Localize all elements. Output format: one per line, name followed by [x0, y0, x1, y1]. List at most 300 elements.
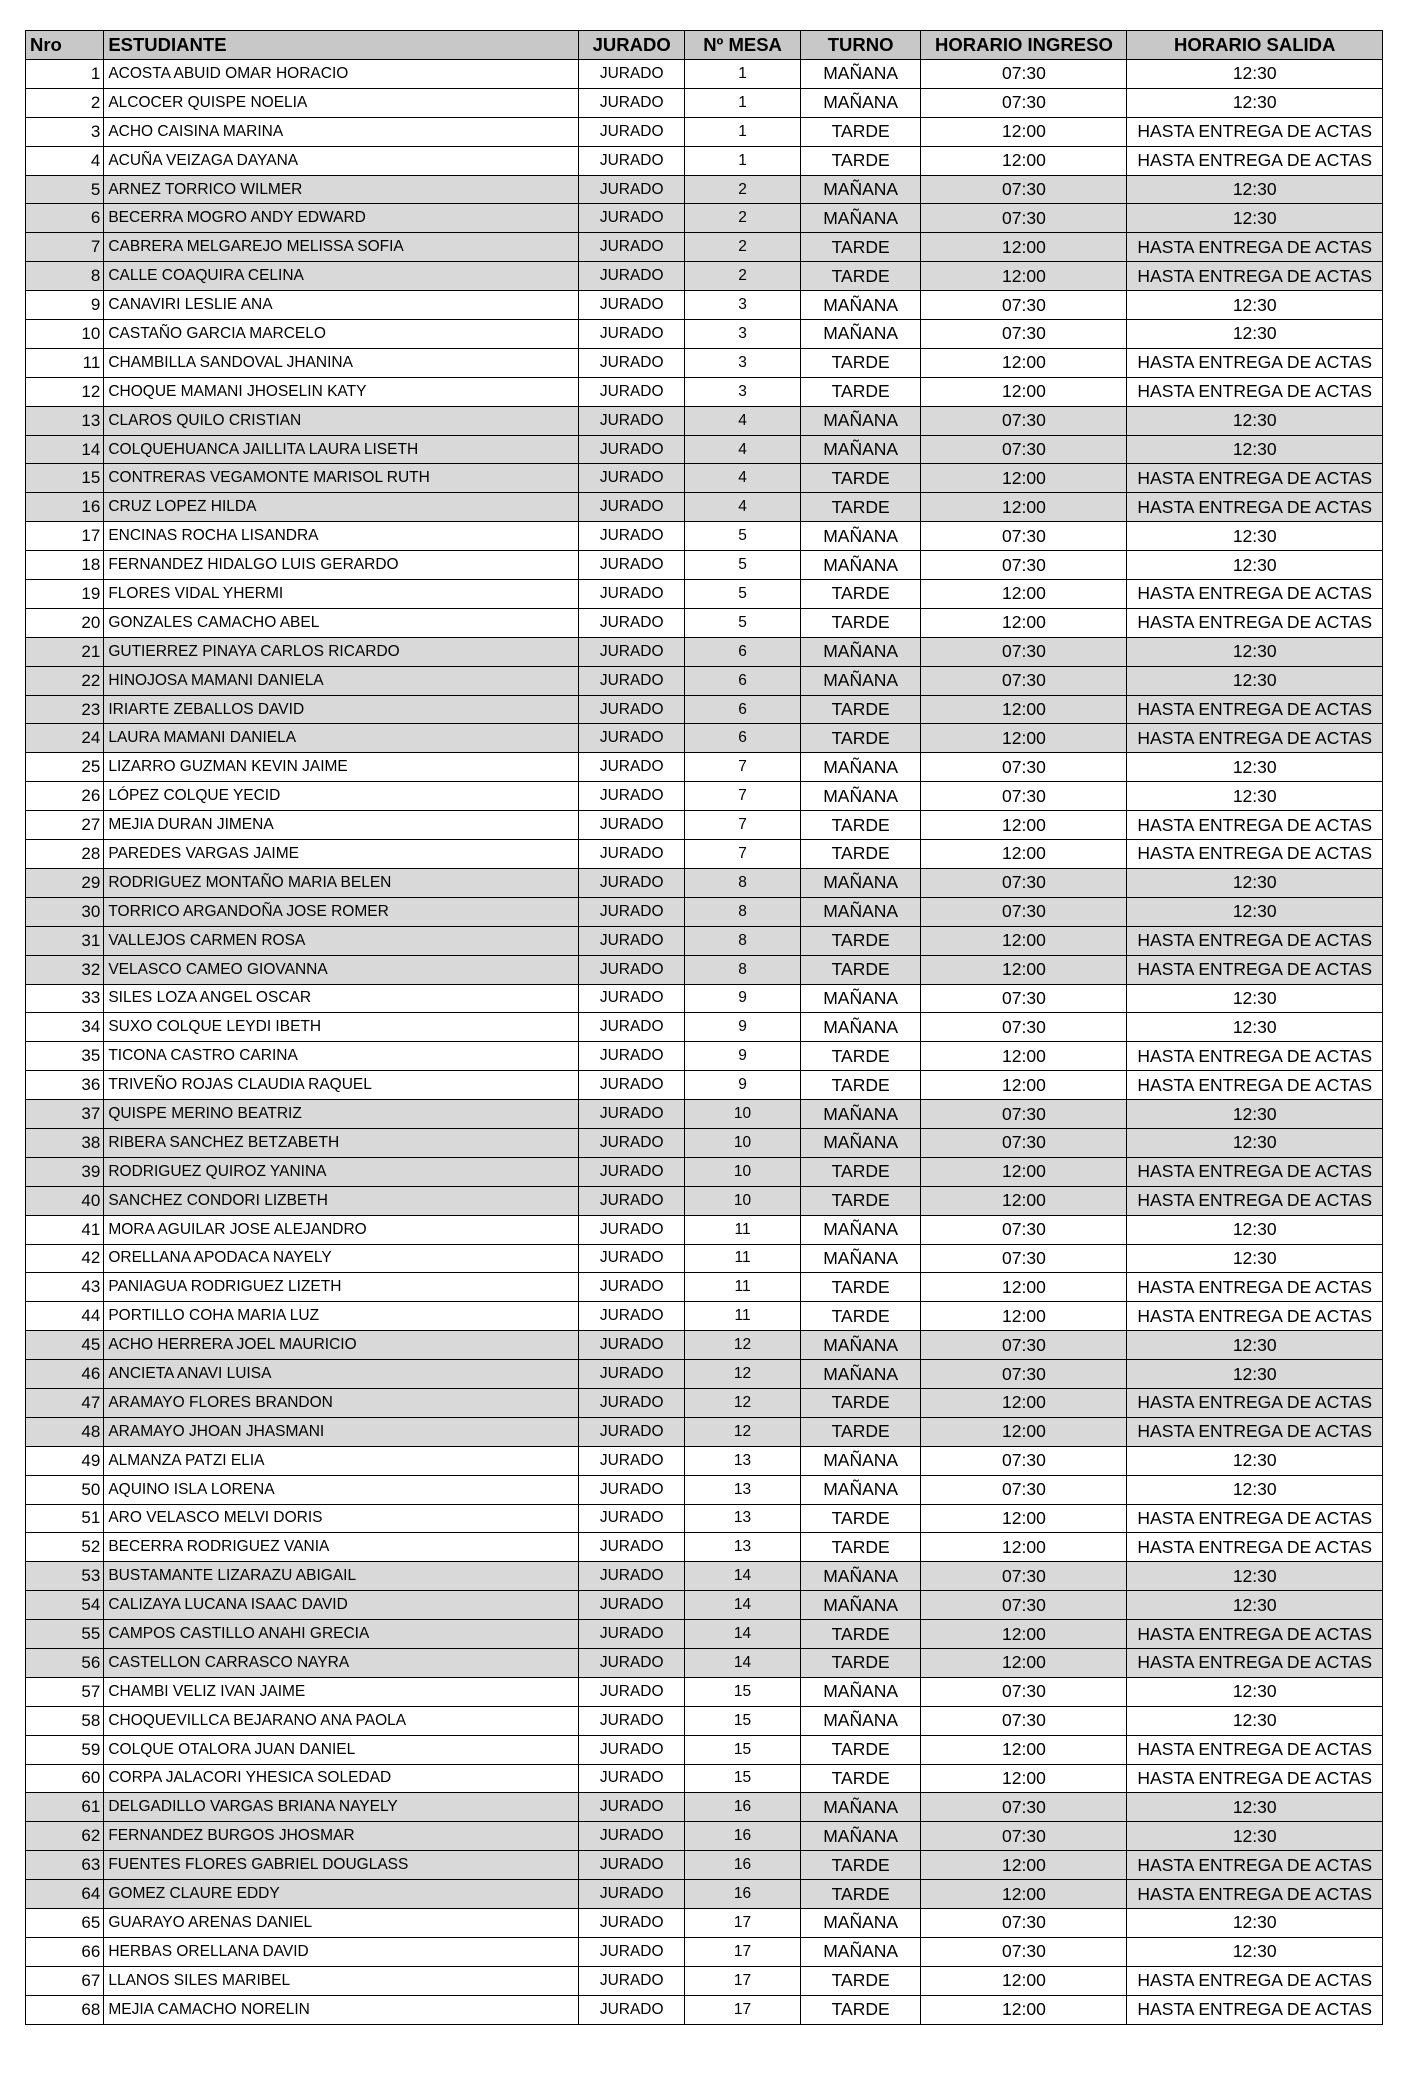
table-row	[26, 1677, 1383, 1706]
cell-salida: 12:30	[1127, 1822, 1383, 1851]
cell-turno: MAÑANA	[800, 1244, 921, 1273]
cell-estudiante: CALIZAYA LUCANA ISAAC DAVID	[104, 1591, 579, 1620]
cell-mesa: 3	[685, 348, 801, 377]
cell-jurado: JURADO	[579, 175, 685, 204]
cell-ingreso: 07:30	[921, 204, 1127, 233]
cell-nro: 23	[26, 695, 104, 724]
cell-mesa: 14	[685, 1648, 801, 1677]
cell-salida: HASTA ENTREGA DE ACTAS	[1127, 1273, 1383, 1302]
cell-salida: HASTA ENTREGA DE ACTAS	[1127, 117, 1383, 146]
cell-nro: 59	[26, 1735, 104, 1764]
table-row	[26, 1071, 1383, 1100]
cell-jurado: JURADO	[579, 1042, 685, 1071]
cell-jurado: JURADO	[579, 811, 685, 840]
cell-estudiante: GUTIERREZ PINAYA CARLOS RICARDO	[104, 637, 579, 666]
cell-salida: 12:30	[1127, 320, 1383, 349]
cell-turno: TARDE	[800, 926, 921, 955]
cell-nro: 14	[26, 435, 104, 464]
cell-ingreso: 12:00	[921, 1042, 1127, 1071]
cell-salida: HASTA ENTREGA DE ACTAS	[1127, 493, 1383, 522]
cell-estudiante: TRIVEÑO ROJAS CLAUDIA RAQUEL	[104, 1071, 579, 1100]
cell-turno: MAÑANA	[800, 1215, 921, 1244]
table-row	[26, 522, 1383, 551]
cell-mesa: 10	[685, 1128, 801, 1157]
table-row	[26, 1735, 1383, 1764]
cell-ingreso: 12:00	[921, 1880, 1127, 1909]
cell-nro: 43	[26, 1273, 104, 1302]
cell-salida: 12:30	[1127, 1215, 1383, 1244]
cell-estudiante: CABRERA MELGAREJO MELISSA SOFIA	[104, 233, 579, 262]
cell-jurado: JURADO	[579, 291, 685, 320]
cell-ingreso: 12:00	[921, 1417, 1127, 1446]
cell-jurado: JURADO	[579, 1186, 685, 1215]
cell-jurado: JURADO	[579, 146, 685, 175]
cell-nro: 30	[26, 897, 104, 926]
cell-turno: TARDE	[800, 840, 921, 869]
cell-ingreso: 12:00	[921, 377, 1127, 406]
cell-jurado: JURADO	[579, 551, 685, 580]
cell-estudiante: BECERRA MOGRO ANDY EDWARD	[104, 204, 579, 233]
cell-jurado: JURADO	[579, 406, 685, 435]
cell-jurado: JURADO	[579, 493, 685, 522]
cell-turno: MAÑANA	[800, 522, 921, 551]
cell-estudiante: VALLEJOS CARMEN ROSA	[104, 926, 579, 955]
cell-jurado: JURADO	[579, 580, 685, 609]
table-row	[26, 580, 1383, 609]
cell-turno: TARDE	[800, 1388, 921, 1417]
cell-turno: MAÑANA	[800, 1591, 921, 1620]
cell-nro: 60	[26, 1764, 104, 1793]
cell-estudiante: ACHO HERRERA JOEL MAURICIO	[104, 1331, 579, 1360]
cell-estudiante: RODRIGUEZ MONTAÑO MARIA BELEN	[104, 868, 579, 897]
table-row	[26, 348, 1383, 377]
cell-nro: 17	[26, 522, 104, 551]
cell-mesa: 17	[685, 1966, 801, 1995]
cell-jurado: JURADO	[579, 435, 685, 464]
cell-ingreso: 07:30	[921, 1215, 1127, 1244]
cell-nro: 13	[26, 406, 104, 435]
cell-jurado: JURADO	[579, 1100, 685, 1129]
cell-jurado: JURADO	[579, 1475, 685, 1504]
cell-ingreso: 12:00	[921, 695, 1127, 724]
cell-estudiante: CHOQUE MAMANI JHOSELIN KATY	[104, 377, 579, 406]
table-row	[26, 608, 1383, 637]
cell-estudiante: COLQUE OTALORA JUAN DANIEL	[104, 1735, 579, 1764]
cell-turno: MAÑANA	[800, 868, 921, 897]
cell-mesa: 7	[685, 782, 801, 811]
cell-turno: TARDE	[800, 1273, 921, 1302]
table-row	[26, 695, 1383, 724]
cell-mesa: 14	[685, 1562, 801, 1591]
table-row	[26, 1417, 1383, 1446]
cell-salida: HASTA ENTREGA DE ACTAS	[1127, 955, 1383, 984]
cell-mesa: 11	[685, 1273, 801, 1302]
cell-salida: HASTA ENTREGA DE ACTAS	[1127, 377, 1383, 406]
table-row	[26, 1273, 1383, 1302]
cell-nro: 27	[26, 811, 104, 840]
cell-jurado: JURADO	[579, 88, 685, 117]
cell-nro: 26	[26, 782, 104, 811]
header-row	[26, 31, 1383, 60]
cell-ingreso: 12:00	[921, 1273, 1127, 1302]
cell-turno: TARDE	[800, 695, 921, 724]
cell-salida: 12:30	[1127, 753, 1383, 782]
table-row	[26, 233, 1383, 262]
cell-turno: TARDE	[800, 608, 921, 637]
cell-ingreso: 12:00	[921, 1157, 1127, 1186]
table-row	[26, 204, 1383, 233]
cell-salida: HASTA ENTREGA DE ACTAS	[1127, 1157, 1383, 1186]
cell-estudiante: AQUINO ISLA LORENA	[104, 1475, 579, 1504]
table-row	[26, 1331, 1383, 1360]
cell-mesa: 12	[685, 1388, 801, 1417]
cell-ingreso: 07:30	[921, 666, 1127, 695]
cell-mesa: 12	[685, 1331, 801, 1360]
cell-jurado: JURADO	[579, 1822, 685, 1851]
jurados-table	[25, 30, 1383, 2025]
cell-ingreso: 12:00	[921, 608, 1127, 637]
cell-turno: TARDE	[800, 1504, 921, 1533]
cell-salida: HASTA ENTREGA DE ACTAS	[1127, 1071, 1383, 1100]
cell-turno: MAÑANA	[800, 204, 921, 233]
cell-ingreso: 07:30	[921, 1360, 1127, 1389]
cell-mesa: 16	[685, 1880, 801, 1909]
cell-turno: MAÑANA	[800, 1446, 921, 1475]
cell-turno: MAÑANA	[800, 1013, 921, 1042]
cell-jurado: JURADO	[579, 1360, 685, 1389]
cell-ingreso: 07:30	[921, 1822, 1127, 1851]
cell-ingreso: 12:00	[921, 1071, 1127, 1100]
cell-nro: 18	[26, 551, 104, 580]
cell-turno: MAÑANA	[800, 435, 921, 464]
cell-jurado: JURADO	[579, 320, 685, 349]
cell-nro: 39	[26, 1157, 104, 1186]
cell-nro: 1	[26, 60, 104, 89]
table-row	[26, 435, 1383, 464]
cell-salida: HASTA ENTREGA DE ACTAS	[1127, 608, 1383, 637]
cell-nro: 54	[26, 1591, 104, 1620]
cell-nro: 66	[26, 1937, 104, 1966]
cell-nro: 61	[26, 1793, 104, 1822]
cell-jurado: JURADO	[579, 926, 685, 955]
cell-salida: HASTA ENTREGA DE ACTAS	[1127, 926, 1383, 955]
cell-nro: 48	[26, 1417, 104, 1446]
cell-turno: TARDE	[800, 262, 921, 291]
cell-nro: 6	[26, 204, 104, 233]
cell-mesa: 16	[685, 1793, 801, 1822]
cell-turno: TARDE	[800, 724, 921, 753]
cell-turno: MAÑANA	[800, 897, 921, 926]
cell-nro: 55	[26, 1620, 104, 1649]
table-row	[26, 868, 1383, 897]
cell-mesa: 9	[685, 1042, 801, 1071]
cell-estudiante: FERNANDEZ BURGOS JHOSMAR	[104, 1822, 579, 1851]
cell-salida: HASTA ENTREGA DE ACTAS	[1127, 1880, 1383, 1909]
cell-estudiante: SUXO COLQUE LEYDI IBETH	[104, 1013, 579, 1042]
cell-mesa: 14	[685, 1591, 801, 1620]
cell-mesa: 11	[685, 1244, 801, 1273]
cell-jurado: JURADO	[579, 984, 685, 1013]
cell-ingreso: 12:00	[921, 493, 1127, 522]
cell-nro: 10	[26, 320, 104, 349]
cell-jurado: JURADO	[579, 1504, 685, 1533]
cell-turno: TARDE	[800, 1417, 921, 1446]
cell-ingreso: 12:00	[921, 1186, 1127, 1215]
cell-nro: 8	[26, 262, 104, 291]
cell-mesa: 6	[685, 695, 801, 724]
cell-ingreso: 07:30	[921, 291, 1127, 320]
cell-jurado: JURADO	[579, 1128, 685, 1157]
cell-nro: 34	[26, 1013, 104, 1042]
cell-salida: 12:30	[1127, 204, 1383, 233]
cell-jurado: JURADO	[579, 1013, 685, 1042]
cell-nro: 21	[26, 637, 104, 666]
cell-mesa: 14	[685, 1620, 801, 1649]
cell-mesa: 1	[685, 60, 801, 89]
cell-mesa: 7	[685, 811, 801, 840]
cell-jurado: JURADO	[579, 1764, 685, 1793]
table-row	[26, 984, 1383, 1013]
cell-nro: 25	[26, 753, 104, 782]
table-row	[26, 1244, 1383, 1273]
cell-salida: HASTA ENTREGA DE ACTAS	[1127, 464, 1383, 493]
cell-mesa: 15	[685, 1735, 801, 1764]
cell-salida: HASTA ENTREGA DE ACTAS	[1127, 1995, 1383, 2024]
header-mesa: Nº MESA	[685, 31, 801, 60]
cell-mesa: 13	[685, 1475, 801, 1504]
cell-salida: HASTA ENTREGA DE ACTAS	[1127, 840, 1383, 869]
cell-jurado: JURADO	[579, 1273, 685, 1302]
table-row	[26, 1100, 1383, 1129]
cell-salida: 12:30	[1127, 1591, 1383, 1620]
cell-turno: TARDE	[800, 1620, 921, 1649]
cell-jurado: JURADO	[579, 1995, 685, 2024]
cell-mesa: 10	[685, 1157, 801, 1186]
cell-ingreso: 12:00	[921, 348, 1127, 377]
cell-salida: 12:30	[1127, 88, 1383, 117]
cell-estudiante: CHAMBI VELIZ IVAN JAIME	[104, 1677, 579, 1706]
cell-estudiante: CONTRERAS VEGAMONTE MARISOL RUTH	[104, 464, 579, 493]
cell-turno: TARDE	[800, 1995, 921, 2024]
cell-jurado: JURADO	[579, 464, 685, 493]
cell-turno: MAÑANA	[800, 1562, 921, 1591]
cell-mesa: 4	[685, 464, 801, 493]
table-row	[26, 1822, 1383, 1851]
table-row	[26, 493, 1383, 522]
cell-salida: 12:30	[1127, 637, 1383, 666]
table-row	[26, 1446, 1383, 1475]
cell-mesa: 4	[685, 406, 801, 435]
cell-mesa: 1	[685, 88, 801, 117]
cell-mesa: 8	[685, 926, 801, 955]
cell-jurado: JURADO	[579, 695, 685, 724]
cell-nro: 5	[26, 175, 104, 204]
cell-estudiante: LIZARRO GUZMAN KEVIN JAIME	[104, 753, 579, 782]
cell-salida: 12:30	[1127, 1706, 1383, 1735]
cell-turno: MAÑANA	[800, 1937, 921, 1966]
cell-mesa: 1	[685, 117, 801, 146]
cell-ingreso: 07:30	[921, 88, 1127, 117]
cell-jurado: JURADO	[579, 377, 685, 406]
cell-salida: 12:30	[1127, 1475, 1383, 1504]
table-row	[26, 1764, 1383, 1793]
cell-estudiante: FUENTES FLORES GABRIEL DOUGLASS	[104, 1851, 579, 1880]
cell-ingreso: 12:00	[921, 811, 1127, 840]
cell-salida: HASTA ENTREGA DE ACTAS	[1127, 1735, 1383, 1764]
cell-estudiante: ORELLANA APODACA NAYELY	[104, 1244, 579, 1273]
cell-jurado: JURADO	[579, 840, 685, 869]
cell-estudiante: FLORES VIDAL YHERMI	[104, 580, 579, 609]
cell-jurado: JURADO	[579, 1735, 685, 1764]
cell-estudiante: PANIAGUA RODRIGUEZ LIZETH	[104, 1273, 579, 1302]
cell-nro: 11	[26, 348, 104, 377]
cell-ingreso: 07:30	[921, 522, 1127, 551]
cell-turno: TARDE	[800, 1764, 921, 1793]
cell-estudiante: VELASCO CAMEO GIOVANNA	[104, 955, 579, 984]
table-row	[26, 1880, 1383, 1909]
cell-jurado: JURADO	[579, 117, 685, 146]
cell-jurado: JURADO	[579, 60, 685, 89]
table-row	[26, 811, 1383, 840]
cell-nro: 29	[26, 868, 104, 897]
cell-salida: 12:30	[1127, 522, 1383, 551]
cell-salida: 12:30	[1127, 984, 1383, 1013]
cell-salida: 12:30	[1127, 1360, 1383, 1389]
cell-estudiante: RODRIGUEZ QUIROZ YANINA	[104, 1157, 579, 1186]
cell-jurado: JURADO	[579, 1417, 685, 1446]
cell-jurado: JURADO	[579, 1388, 685, 1417]
table-row	[26, 551, 1383, 580]
cell-estudiante: ALCOCER QUISPE NOELIA	[104, 88, 579, 117]
cell-nro: 35	[26, 1042, 104, 1071]
table-row	[26, 782, 1383, 811]
cell-mesa: 2	[685, 233, 801, 262]
cell-turno: MAÑANA	[800, 1793, 921, 1822]
cell-jurado: JURADO	[579, 1331, 685, 1360]
table-row	[26, 60, 1383, 89]
cell-turno: MAÑANA	[800, 782, 921, 811]
cell-jurado: JURADO	[579, 1302, 685, 1331]
cell-ingreso: 12:00	[921, 146, 1127, 175]
cell-mesa: 9	[685, 1013, 801, 1042]
cell-ingreso: 07:30	[921, 406, 1127, 435]
cell-estudiante: RIBERA SANCHEZ BETZABETH	[104, 1128, 579, 1157]
cell-turno: MAÑANA	[800, 1360, 921, 1389]
cell-estudiante: CORPA JALACORI YHESICA SOLEDAD	[104, 1764, 579, 1793]
cell-jurado: JURADO	[579, 666, 685, 695]
cell-salida: 12:30	[1127, 291, 1383, 320]
table-row	[26, 406, 1383, 435]
cell-mesa: 3	[685, 320, 801, 349]
cell-turno: MAÑANA	[800, 291, 921, 320]
cell-nro: 42	[26, 1244, 104, 1273]
cell-turno: TARDE	[800, 1735, 921, 1764]
cell-jurado: JURADO	[579, 204, 685, 233]
cell-salida: HASTA ENTREGA DE ACTAS	[1127, 233, 1383, 262]
cell-salida: HASTA ENTREGA DE ACTAS	[1127, 1648, 1383, 1677]
cell-nro: 32	[26, 955, 104, 984]
cell-mesa: 2	[685, 175, 801, 204]
table-row	[26, 1186, 1383, 1215]
table-row	[26, 1648, 1383, 1677]
table-row	[26, 1042, 1383, 1071]
cell-mesa: 6	[685, 637, 801, 666]
cell-mesa: 6	[685, 666, 801, 695]
cell-jurado: JURADO	[579, 724, 685, 753]
cell-mesa: 9	[685, 1071, 801, 1100]
cell-mesa: 11	[685, 1302, 801, 1331]
cell-ingreso: 07:30	[921, 1706, 1127, 1735]
cell-turno: TARDE	[800, 1966, 921, 1995]
cell-nro: 44	[26, 1302, 104, 1331]
cell-nro: 40	[26, 1186, 104, 1215]
cell-salida: HASTA ENTREGA DE ACTAS	[1127, 811, 1383, 840]
cell-estudiante: ARAMAYO FLORES BRANDON	[104, 1388, 579, 1417]
cell-turno: TARDE	[800, 464, 921, 493]
table-row	[26, 1302, 1383, 1331]
table-row	[26, 1215, 1383, 1244]
cell-mesa: 8	[685, 897, 801, 926]
cell-ingreso: 12:00	[921, 840, 1127, 869]
cell-jurado: JURADO	[579, 1677, 685, 1706]
table-row	[26, 666, 1383, 695]
cell-ingreso: 12:00	[921, 926, 1127, 955]
cell-estudiante: HERBAS ORELLANA DAVID	[104, 1937, 579, 1966]
cell-mesa: 8	[685, 868, 801, 897]
cell-ingreso: 12:00	[921, 1504, 1127, 1533]
cell-mesa: 9	[685, 984, 801, 1013]
cell-salida: HASTA ENTREGA DE ACTAS	[1127, 348, 1383, 377]
cell-ingreso: 07:30	[921, 753, 1127, 782]
cell-mesa: 16	[685, 1851, 801, 1880]
cell-ingreso: 12:00	[921, 1648, 1127, 1677]
cell-jurado: JURADO	[579, 1937, 685, 1966]
cell-mesa: 5	[685, 522, 801, 551]
cell-mesa: 10	[685, 1100, 801, 1129]
cell-estudiante: MORA AGUILAR JOSE ALEJANDRO	[104, 1215, 579, 1244]
cell-ingreso: 12:00	[921, 1388, 1127, 1417]
table-row	[26, 1562, 1383, 1591]
cell-nro: 56	[26, 1648, 104, 1677]
cell-jurado: JURADO	[579, 637, 685, 666]
cell-nro: 58	[26, 1706, 104, 1735]
table-row	[26, 1533, 1383, 1562]
cell-nro: 68	[26, 1995, 104, 2024]
cell-turno: MAÑANA	[800, 1677, 921, 1706]
cell-nro: 31	[26, 926, 104, 955]
cell-mesa: 13	[685, 1446, 801, 1475]
cell-mesa: 4	[685, 435, 801, 464]
cell-jurado: JURADO	[579, 1533, 685, 1562]
cell-turno: MAÑANA	[800, 984, 921, 1013]
header-turno: TURNO	[800, 31, 921, 60]
cell-turno: TARDE	[800, 1880, 921, 1909]
cell-estudiante: CALLE COAQUIRA CELINA	[104, 262, 579, 291]
cell-turno: MAÑANA	[800, 1100, 921, 1129]
cell-ingreso: 12:00	[921, 724, 1127, 753]
cell-nro: 2	[26, 88, 104, 117]
cell-estudiante: BECERRA RODRIGUEZ VANIA	[104, 1533, 579, 1562]
cell-mesa: 13	[685, 1533, 801, 1562]
cell-turno: TARDE	[800, 811, 921, 840]
cell-salida: HASTA ENTREGA DE ACTAS	[1127, 580, 1383, 609]
cell-salida: 12:30	[1127, 782, 1383, 811]
cell-ingreso: 12:00	[921, 1995, 1127, 2024]
cell-turno: MAÑANA	[800, 320, 921, 349]
cell-jurado: JURADO	[579, 1793, 685, 1822]
cell-turno: TARDE	[800, 233, 921, 262]
cell-jurado: JURADO	[579, 1880, 685, 1909]
